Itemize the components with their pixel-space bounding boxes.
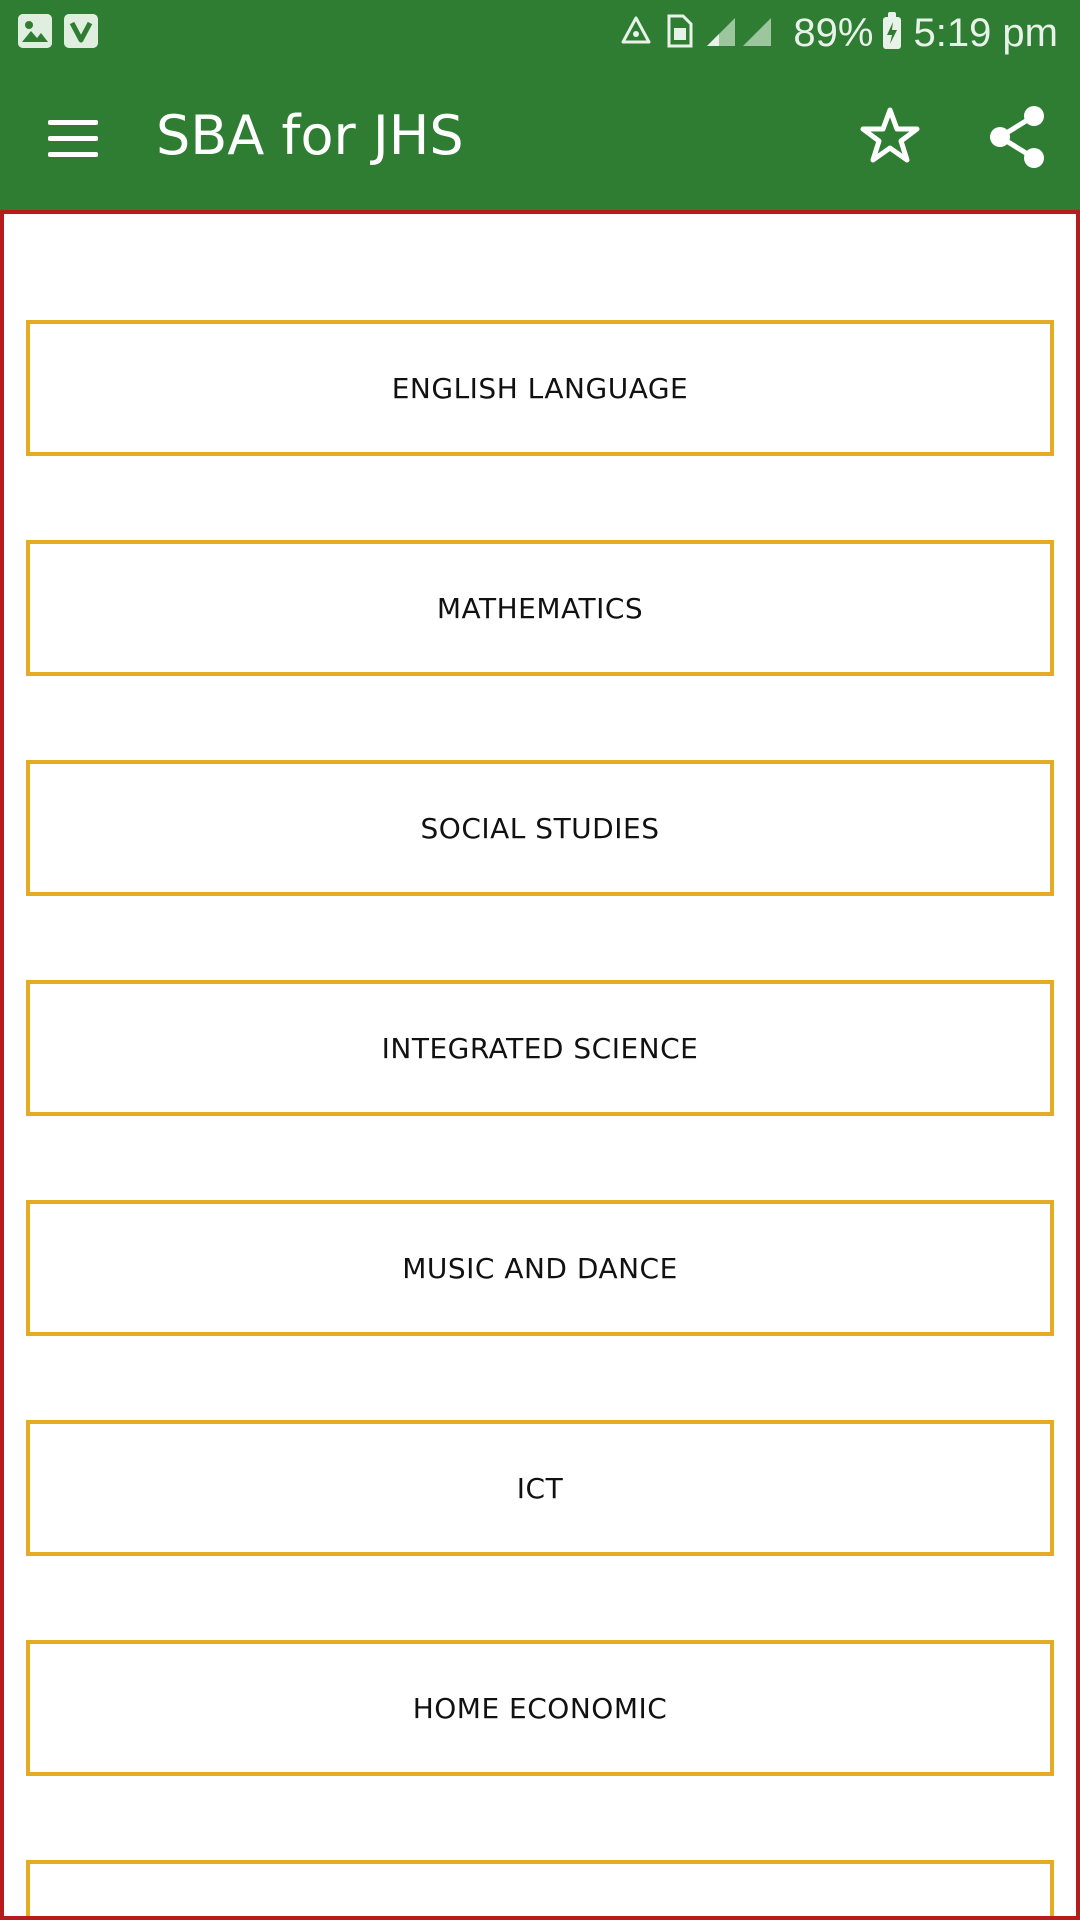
clock: 5:19 pm bbox=[913, 10, 1058, 55]
social-studies-button[interactable]: SOCIAL STUDIES bbox=[26, 760, 1054, 896]
app-bar bbox=[0, 66, 1080, 210]
gallery-icon bbox=[18, 14, 52, 48]
integrated-science-button[interactable]: INTEGRATED SCIENCE bbox=[26, 980, 1054, 1116]
ict-button[interactable]: ICT bbox=[26, 1420, 1054, 1556]
battery-charging-icon bbox=[883, 17, 901, 49]
next-subject-button-partial[interactable] bbox=[26, 1860, 1054, 1920]
mathematics-button[interactable]: MATHEMATICS bbox=[26, 540, 1054, 676]
status-indicators bbox=[619, 8, 1058, 58]
hamburger-menu-icon[interactable] bbox=[36, 108, 110, 168]
recycle-icon bbox=[619, 14, 653, 53]
star-outline-icon[interactable] bbox=[855, 102, 925, 172]
signal-icon bbox=[705, 14, 775, 53]
battery-percent: 89% bbox=[793, 10, 874, 55]
subject-list bbox=[26, 320, 1058, 1920]
app-title: SBA for JHS bbox=[156, 104, 464, 167]
home-economic-button[interactable]: HOME ECONOMIC bbox=[26, 1640, 1054, 1776]
share-icon[interactable] bbox=[982, 102, 1052, 172]
v-app-icon bbox=[64, 14, 98, 48]
sim-icon bbox=[665, 14, 693, 53]
status-bar bbox=[0, 0, 1080, 66]
english-language-button[interactable]: ENGLISH LANGUAGE bbox=[26, 320, 1054, 456]
subject-list-container bbox=[0, 210, 1080, 1920]
music-and-dance-button[interactable]: MUSIC AND DANCE bbox=[26, 1200, 1054, 1336]
